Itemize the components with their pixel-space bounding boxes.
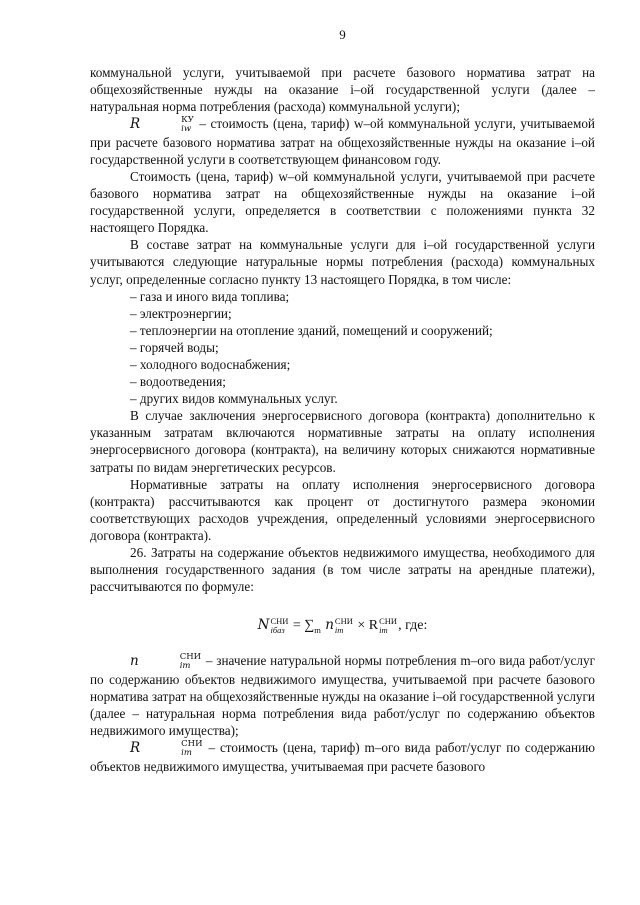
definition-r-ku-text: – стоимость (цена, тариф) w–ой коммунальной услуги, учитываемой при расчете базового норматива затрат на общехозяйственные нужды на оказание i–ой государственной услуги в соответствующем финансовом году. [90, 116, 595, 167]
list-item: – водоотведения; [130, 374, 226, 390]
list-item: – других видов коммунальных услуг. [130, 391, 338, 407]
document-body [90, 64, 595, 775]
list-item: – газа и иного вида топлива; [130, 288, 290, 304]
list-item: – горячей воды; [130, 339, 219, 355]
paragraph-26: 26. Затраты на содержание объектов недвижимого имущества, необходимого для выполнения государственного задания (в том числе затраты на арендные платежи), рассчитываются по формуле: [90, 545, 595, 595]
symbol-r-ku: R КУ iw [130, 114, 194, 134]
definition-r-sni-text: – стоимость (цена, тариф) m–ого вида работ/услуг по содержанию объектов недвижимого имущества, учитываемая при расчете базового [90, 740, 595, 774]
paragraph-energy-service: В случае заключения энергосервисного договора (контракта) дополнительно к указанным затратам включаются нормативные затраты на оплату исполнения энергосервисного договора (контракта), на величину которых снижаются нормативные затраты по видам энергетических ресурсов. [90, 408, 595, 475]
page-number: 9 [339, 27, 346, 42]
list-item: – холодного водоснабжения; [130, 357, 291, 372]
definition-r-ku [90, 115, 595, 168]
symbol-r-sni: R СНИ im [130, 738, 203, 758]
definition-n-sni [90, 652, 595, 739]
paragraph-norms: В составе затрат на коммунальные услуги для i–ой государственной услуги учитываются следующие натуральные нормы потребления (расхода) коммунальных услуг, определенные согласно пункту 13 настоящего Порядка, в том числе: [90, 237, 595, 287]
formula: N СНИ iбаз = $\sum_m$ n СНИ im × R СНИ im , где: [257, 616, 428, 636]
symbol-n-sni: n СНИ im [130, 651, 202, 671]
paragraph-continuation: коммунальной услуги, учитываемой при расчете базового норматива затрат на общехозяйственные нужды на оказание i–ой государственной услуги (далее – натуральная норма потребления (расхода) коммунальной услуги); [90, 65, 595, 115]
list-item: – электроэнергии; [130, 305, 232, 321]
list-item: – теплоэнергии на отопление зданий, помещений и сооружений; [130, 322, 493, 338]
definition-n-sni-text: – значение натуральной нормы потребления m–ого вида работ/услуг по содержанию объектов недвижимого имущества, учитываемой при расчете базового норматива затрат на общехозяйственные нужды на оказание i–ой государственной услуги (далее – натуральная норма потребления вида работ/услуг по содержанию объектов недвижимого имущества); [90, 653, 595, 739]
definition-r-sni [90, 739, 595, 775]
paragraph-normative-costs: Нормативные затраты на оплату исполнения энергосервисного договора (контракта) рассчитываются как процент от достигнутого размера экономии соответствующих расходов учреждения, определенный условиями энергосервисного договора (контракта). [90, 476, 595, 543]
paragraph-cost: Стоимость (цена, тариф) w–ой коммунальной услуги, учитываемой при расчете базового норматива затрат на общехозяйственные нужды на оказание i–ой государственной услуги, определяется в соответствии с положениями пункта 32 настоящего Порядка. [90, 168, 595, 236]
